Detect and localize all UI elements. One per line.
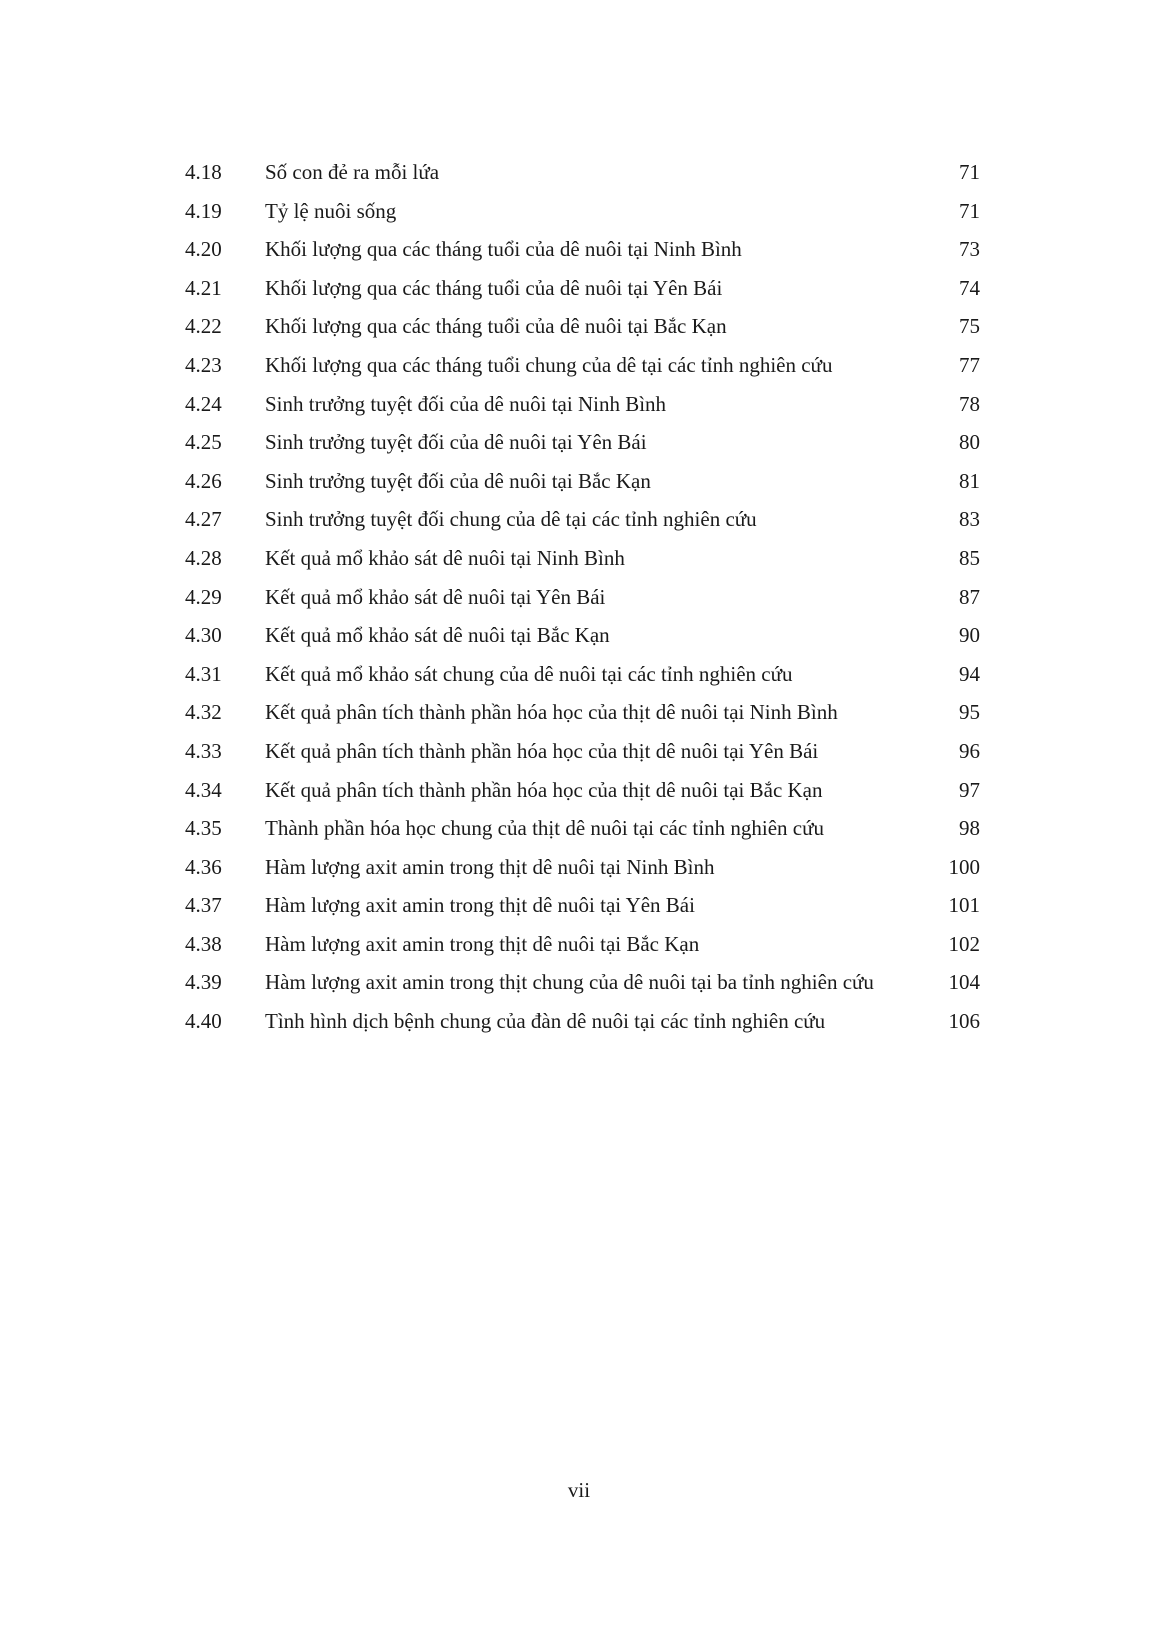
list-item (0, 500, 1158, 539)
table-number: 4.25 (185, 430, 222, 455)
list-item (0, 655, 1158, 694)
list-item (0, 771, 1158, 810)
page-number: 95 (959, 700, 980, 725)
list-item (0, 809, 1158, 848)
table-number: 4.24 (185, 391, 222, 416)
page-number: 98 (959, 816, 980, 841)
table-number: 4.22 (185, 314, 222, 339)
list-item (0, 192, 1158, 231)
table-title: Sinh trưởng tuyệt đối của dê nuôi tại Yên Bái (265, 430, 647, 455)
table-title: Kết quả phân tích thành phần hóa học của thịt dê nuôi tại Yên Bái (265, 738, 819, 763)
page-number: 90 (959, 623, 980, 648)
table-title: Kết quả mổ khảo sát dê nuôi tại Yên Bái (265, 584, 606, 609)
page-number: 94 (959, 661, 980, 686)
page-number: 78 (959, 391, 980, 416)
page-number: 83 (959, 507, 980, 532)
page-number: 102 (948, 931, 980, 956)
table-title: Kết quả phân tích thành phần hóa học của thịt dê nuôi tại Bắc Kạn (265, 777, 823, 802)
table-number: 4.35 (185, 816, 222, 841)
page-number: 97 (959, 777, 980, 802)
table-number: 4.40 (185, 1009, 222, 1034)
table-title: Sinh trưởng tuyệt đối của dê nuôi tại Bắc Kạn (265, 468, 651, 493)
table-title: Khối lượng qua các tháng tuổi của dê nuôi tại Bắc Kạn (265, 314, 727, 339)
table-number: 4.34 (185, 777, 222, 802)
table-title: Kết quả phân tích thành phần hóa học của thịt dê nuôi tại Ninh Bình (265, 700, 838, 725)
table-title: Kết quả mổ khảo sát dê nuôi tại Ninh Bình (265, 545, 625, 570)
list-item (0, 693, 1158, 732)
table-title: Hàm lượng axit amin trong thịt dê nuôi tại Yên Bái (265, 893, 695, 918)
list-item (0, 153, 1158, 192)
page-number: 104 (948, 970, 980, 995)
page-number: 106 (948, 1009, 980, 1034)
page-number: 71 (959, 160, 980, 184)
table-title: Khối lượng qua các tháng tuổi của dê nuôi tại Yên Bái (265, 275, 723, 300)
table-number: 4.30 (185, 623, 222, 648)
list-item (0, 732, 1158, 771)
table-number: 4.36 (185, 854, 222, 879)
table-number: 4.32 (185, 700, 222, 725)
list-item (0, 539, 1158, 578)
list-item (0, 346, 1158, 385)
page-number: 85 (959, 545, 980, 570)
table-number: 4.39 (185, 970, 222, 995)
table-number: 4.33 (185, 738, 222, 763)
list-item (0, 578, 1158, 617)
table-title: Tình hình dịch bệnh chung của đàn dê nuôi tại các tỉnh nghiên cứu (265, 1009, 826, 1034)
page-number: 101 (948, 893, 980, 918)
table-title: Tỷ lệ nuôi sống (265, 198, 397, 223)
page-number: 75 (959, 314, 980, 339)
list-item (0, 423, 1158, 462)
table-number: 4.21 (185, 275, 222, 300)
list-item (0, 886, 1158, 925)
list-item (0, 230, 1158, 269)
list-item (0, 385, 1158, 424)
table-number: 4.26 (185, 468, 222, 493)
table-number: 4.18 (185, 160, 222, 184)
list-item (0, 1002, 1158, 1041)
footer-page-number: vii (567, 1478, 591, 1502)
list-item (0, 307, 1158, 346)
table-number: 4.20 (185, 237, 222, 262)
table-title: Hàm lượng axit amin trong thịt dê nuôi tại Ninh Bình (265, 854, 715, 879)
page-number: 96 (959, 738, 980, 763)
table-title: Số con đẻ ra mỗi lứa (265, 160, 440, 184)
table-number: 4.29 (185, 584, 222, 609)
page-number: 100 (948, 854, 980, 879)
table-number: 4.23 (185, 352, 222, 377)
table-list (0, 153, 1158, 1041)
list-item (0, 925, 1158, 964)
table-title: Khối lượng qua các tháng tuổi chung của dê tại các tỉnh nghiên cứu (265, 352, 833, 377)
list-item (0, 848, 1158, 887)
table-title: Thành phần hóa học chung của thịt dê nuôi tại các tỉnh nghiên cứu (265, 816, 824, 841)
page-number: 73 (959, 237, 980, 262)
list-item (0, 462, 1158, 501)
list-item (0, 269, 1158, 308)
list-item (0, 616, 1158, 655)
table-title: Khối lượng qua các tháng tuổi của dê nuôi tại Ninh Bình (265, 237, 742, 262)
page-number: 71 (959, 198, 980, 223)
table-number: 4.38 (185, 931, 222, 956)
list-item (0, 963, 1158, 1002)
table-title: Sinh trưởng tuyệt đối chung của dê tại các tỉnh nghiên cứu (265, 507, 757, 532)
page-number: 74 (959, 275, 980, 300)
table-title: Hàm lượng axit amin trong thịt chung của dê nuôi tại ba tỉnh nghiên cứu (265, 970, 874, 995)
page-number: 87 (959, 584, 980, 609)
table-number: 4.28 (185, 545, 222, 570)
page-number: 80 (959, 430, 980, 455)
table-number: 4.27 (185, 507, 222, 532)
page-number: 77 (959, 352, 980, 377)
table-title: Kết quả mổ khảo sát dê nuôi tại Bắc Kạn (265, 623, 610, 648)
table-title: Sinh trưởng tuyệt đối của dê nuôi tại Ninh Bình (265, 391, 667, 416)
table-number: 4.19 (185, 198, 222, 223)
table-title: Kết quả mổ khảo sát chung của dê nuôi tại các tỉnh nghiên cứu (265, 661, 793, 686)
table-title: Hàm lượng axit amin trong thịt dê nuôi tại Bắc Kạn (265, 931, 700, 956)
page-number: 81 (959, 468, 980, 493)
table-number: 4.37 (185, 893, 222, 918)
table-number: 4.31 (185, 661, 222, 686)
